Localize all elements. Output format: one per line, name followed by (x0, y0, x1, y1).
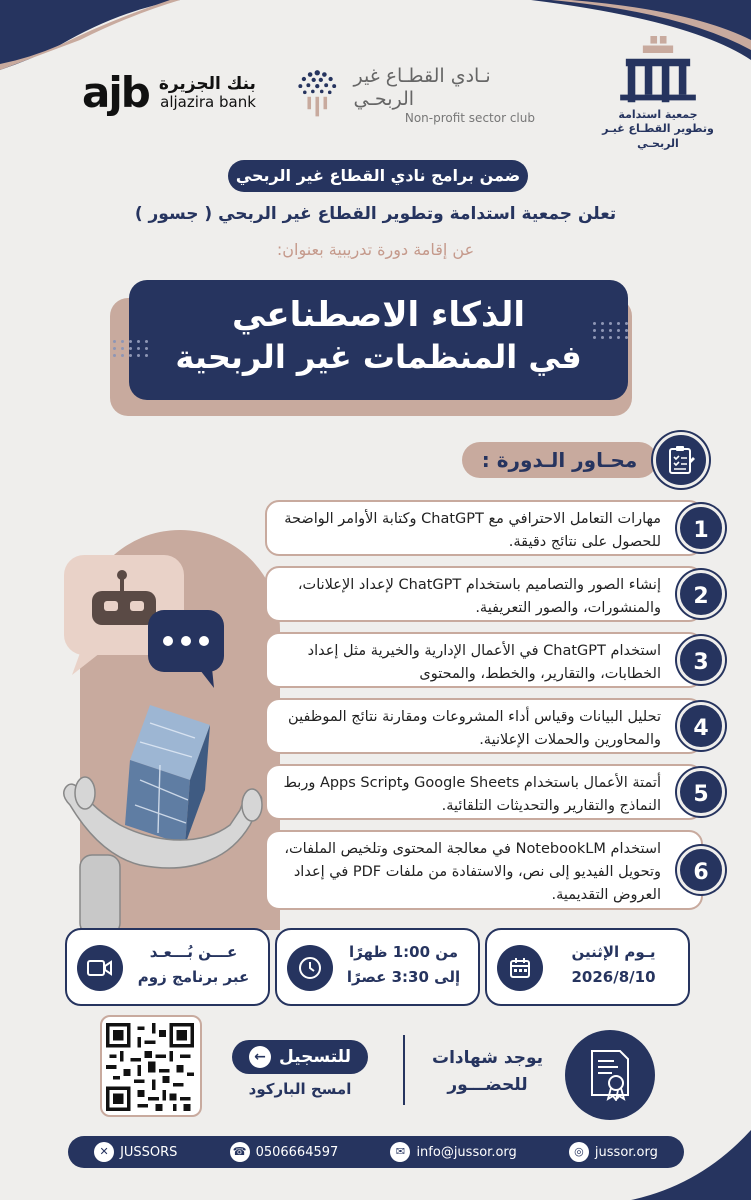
jussor-name: جمعية استدامة وتطوير القطـاع غيـر الربحـي (602, 108, 714, 150)
mail-icon: ✉ (390, 1142, 410, 1162)
npsc-english-name: Non-profit sector club (404, 110, 535, 125)
footer-phone[interactable] (230, 1142, 339, 1162)
certificate-line1: يوجد شهادات (432, 1048, 543, 1068)
course-item-6 (265, 830, 725, 910)
course-item-number: 6 (677, 846, 725, 894)
video-icon (77, 945, 123, 991)
course-item-1 (265, 500, 725, 556)
announcement-subtext: عن إقامة دورة تدريبية بعنوان: (276, 240, 475, 259)
nonprofit-club-icon (295, 64, 340, 126)
footer-email[interactable] (390, 1142, 516, 1162)
course-item-4 (265, 698, 725, 754)
ajb-mark: ajb (82, 68, 149, 117)
footer-web[interactable] (569, 1142, 658, 1162)
certificate-text (425, 1045, 550, 1099)
course-item-text: إنشاء الصور والتصاميم باستخدام ChatGPT لإعداد الإعلانات، والمنشورات، والصور التعريفية. (265, 566, 703, 622)
certificate-icon (565, 1030, 655, 1120)
course-item-number: 4 (677, 702, 725, 750)
dot-pattern-left (112, 340, 148, 357)
contact-footer (68, 1136, 684, 1168)
date-card (485, 928, 690, 1006)
course-item-number: 5 (677, 768, 725, 816)
program-pill: ضمن برامج نادي القطاع غير الربحي (228, 160, 528, 192)
globe-icon: ◎ (569, 1142, 589, 1162)
register-button[interactable] (232, 1040, 368, 1074)
date-day: يـوم الإثنين (571, 943, 656, 961)
footer-x-handle: JUSSORS (120, 1144, 178, 1160)
phone-icon: ☎ (230, 1142, 250, 1162)
date-value: 2026/8/10 (571, 967, 656, 986)
course-item-number: 1 (677, 504, 725, 552)
arrow-left-icon: ← (249, 1046, 271, 1068)
course-item-text: تحليل البيانات وقياس أداء المشروعات ومقارنة نتائج الموظفين والمحاورين والحملات الإعلانية. (265, 698, 703, 754)
jussor-logo (598, 36, 718, 151)
jussor-emblem-icon (618, 36, 698, 104)
footer-website: jussor.org (594, 1144, 658, 1160)
course-title-line2: في المنظمات غير الربحية (175, 337, 582, 376)
course-title-banner (129, 280, 628, 400)
course-item-text: أتمتة الأعمال باستخدام Google Sheets وApps Script وربط النماذج والتقارير والتحديثات التلقائية. (265, 764, 703, 820)
corner-decoration-top-left (0, 0, 180, 70)
ai-robot-illustration (60, 555, 290, 935)
aljazira-bank-logo (82, 68, 272, 118)
section-divider (403, 1035, 405, 1105)
ajb-arabic-name: بنك الجزيرة (158, 74, 256, 95)
footer-email-address: info@jussor.org (416, 1144, 517, 1160)
course-item-number: 3 (677, 636, 725, 684)
ajb-english-name: aljazira bank (160, 93, 256, 112)
dot-pattern-right (592, 322, 628, 339)
scan-barcode-text: امسح الباركود (248, 1080, 352, 1098)
npsc-arabic-name: نـادي القطـاع غير الربحـي (353, 65, 491, 110)
footer-x[interactable] (94, 1142, 177, 1162)
x-icon: ✕ (94, 1142, 114, 1162)
course-axes-label: محـاور الـدورة : (462, 442, 657, 478)
calendar-icon (497, 945, 543, 991)
time-end: إلى 3:30 عصرًا (346, 967, 461, 986)
time-start: من 1:00 ظهرًا (348, 943, 459, 961)
course-item-text: مهارات التعامل الاحترافي مع ChatGPT وكتابة الأوامر الواضحة للحصول على نتائج دقيقة. (265, 500, 703, 556)
course-title-line1: الذكاء الاصطناعي (231, 295, 526, 335)
course-item-3 (265, 632, 725, 688)
time-card (275, 928, 480, 1006)
course-item-5 (265, 764, 725, 820)
mode-card (65, 928, 270, 1006)
registration-qr-code[interactable] (100, 1015, 202, 1117)
register-label: للتسجيل (279, 1047, 351, 1067)
certificate-line2: للحضـــور (447, 1075, 528, 1096)
announcement-text: تعلن جمعية استدامة وتطوير القطاع غير الربحي ( جسور ) (134, 204, 617, 224)
footer-phone-number: 0506664597 (255, 1144, 339, 1160)
mode-remote: عـــن بُـــعـد (149, 943, 238, 961)
course-item-text: استخدام NotebookLM في معالجة المحتوى وتلخيص الملفات، وتحويل الفيديو إلى نص، والاستفادة من ملفات PDF في إعداد العروض التقديمية. (265, 830, 703, 910)
nonprofit-club-logo (295, 60, 535, 130)
mode-platform: عبر برنامج زوم (137, 967, 250, 986)
clock-icon (287, 945, 333, 991)
clipboard-icon (653, 432, 709, 488)
course-item-2 (265, 566, 725, 622)
course-item-number: 2 (677, 570, 725, 618)
course-item-text: استخدام ChatGPT في الأعمال الإدارية والخيرية مثل إعداد الخطابات، والتقارير، والخطط، والمحتوى (265, 632, 703, 688)
